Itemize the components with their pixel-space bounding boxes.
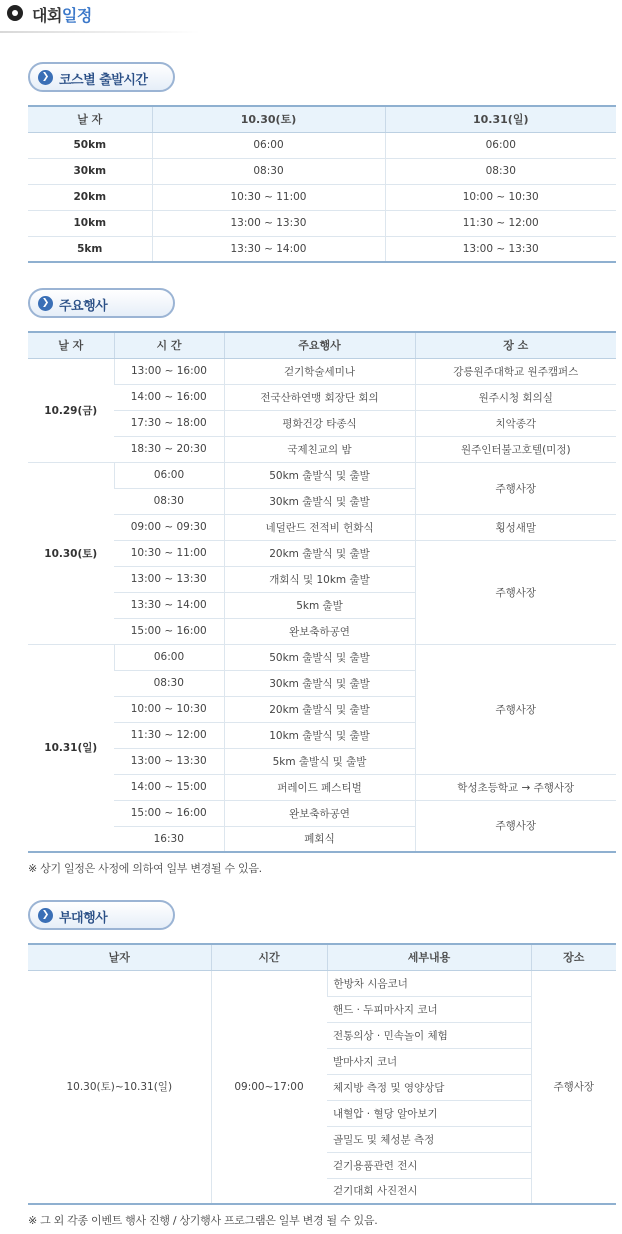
table-cell: 13:00 ~ 13:30 — [152, 210, 385, 236]
time-cell: 17:30 ~ 18:00 — [114, 410, 224, 436]
detail-cell: 내혈압 · 혈당 알아보기 — [327, 1100, 531, 1126]
event-cell: 20km 출발식 및 출발 — [224, 696, 415, 722]
table-cell: 13:30 ~ 14:00 — [152, 236, 385, 262]
place-cell: 주행사장 — [415, 800, 616, 852]
time-cell: 14:00 ~ 15:00 — [114, 774, 224, 800]
table-cell: 10:30 ~ 11:00 — [152, 184, 385, 210]
event-cell: 폐회식 — [224, 826, 415, 852]
time-cell: 08:30 — [114, 488, 224, 514]
detail-cell: 걷기용품관련 전시 — [327, 1152, 531, 1178]
section-badge-main-events: ❯ 주요행사 — [28, 288, 175, 318]
course-start-table — [28, 105, 616, 263]
column-header: 장 소 — [415, 332, 616, 358]
table-row — [28, 158, 616, 184]
event-cell: 걷기학술세미나 — [224, 358, 415, 384]
event-cell: 10km 출발식 및 출발 — [224, 722, 415, 748]
table-cell: 11:30 ~ 12:00 — [385, 210, 616, 236]
time-cell: 08:30 — [114, 670, 224, 696]
table-row — [28, 358, 616, 384]
section-badge-side-events: ❯ 부대행사 — [28, 900, 175, 930]
main-events-note: ※ 상기 일정은 사정에 의하여 일부 변경될 수 있음. — [28, 862, 262, 875]
event-cell: 30km 출발식 및 출발 — [224, 670, 415, 696]
place-cell: 강릉원주대학교 원주캠퍼스 — [415, 358, 616, 384]
table-row — [28, 436, 616, 462]
table-row — [28, 132, 616, 158]
distance-cell: 10km — [28, 210, 152, 236]
place-cell: 주행사장 — [415, 540, 616, 644]
time-cell: 13:00 ~ 13:30 — [114, 566, 224, 592]
date-cell: 10.30(토) — [28, 462, 114, 644]
detail-cell: 핸드 · 두피마사지 코너 — [327, 996, 531, 1022]
main-events-table — [28, 331, 616, 853]
column-header: 날 자 — [28, 106, 152, 132]
side-events-note: ※ 그 외 각종 이벤트 행사 진행 / 상기행사 프로그램은 일부 변경 될 수 있음. — [28, 1214, 378, 1227]
place-cell: 횡성새말 — [415, 514, 616, 540]
chevron-right-icon: ❯ — [38, 908, 53, 923]
time-cell: 06:00 — [114, 644, 224, 670]
place-cell: 학성초등학교 → 주행사장 — [415, 774, 616, 800]
column-header: 날 자 — [28, 332, 114, 358]
time-cell: 13:00 ~ 16:00 — [114, 358, 224, 384]
distance-cell: 20km — [28, 184, 152, 210]
detail-cell: 골밀도 및 체성분 측정 — [327, 1126, 531, 1152]
distance-cell: 50km — [28, 132, 152, 158]
place-cell: 주행사장 — [415, 644, 616, 774]
event-cell: 5km 출발식 및 출발 — [224, 748, 415, 774]
event-cell: 개회식 및 10km 출발 — [224, 566, 415, 592]
column-header: 장소 — [531, 944, 616, 970]
table-cell: 06:00 — [152, 132, 385, 158]
chevron-right-icon: ❯ — [38, 296, 53, 311]
table-row — [28, 384, 616, 410]
event-cell: 20km 출발식 및 출발 — [224, 540, 415, 566]
column-header: 시간 — [211, 944, 327, 970]
table-row — [28, 184, 616, 210]
section-badge-course-start: ❯ 코스별 출발시간 — [28, 62, 175, 92]
table-cell: 13:00 ~ 13:30 — [385, 236, 616, 262]
detail-cell: 전통의상 · 민속놀이 체험 — [327, 1022, 531, 1048]
place-cell: 원주시청 회의실 — [415, 384, 616, 410]
table-row — [28, 210, 616, 236]
header-divider — [0, 31, 200, 33]
time-cell: 15:00 ~ 16:00 — [114, 800, 224, 826]
bullet-icon — [7, 5, 23, 21]
date-cell: 10.30(토)~10.31(일) — [28, 970, 211, 1204]
time-cell: 09:00 ~ 09:30 — [114, 514, 224, 540]
event-cell: 완보축하공연 — [224, 800, 415, 826]
chevron-right-icon: ❯ — [38, 70, 53, 85]
time-cell: 09:00~17:00 — [211, 970, 327, 1204]
time-cell: 14:00 ~ 16:00 — [114, 384, 224, 410]
page-header — [0, 0, 622, 34]
table-row — [28, 644, 616, 670]
event-cell: 국제친교의 밤 — [224, 436, 415, 462]
table-cell: 10:00 ~ 10:30 — [385, 184, 616, 210]
time-cell: 18:30 ~ 20:30 — [114, 436, 224, 462]
event-cell: 50km 출발식 및 출발 — [224, 644, 415, 670]
table-cell: 06:00 — [385, 132, 616, 158]
column-header: 10.31(일) — [385, 106, 616, 132]
detail-cell: 발마사지 코너 — [327, 1048, 531, 1074]
time-cell: 06:00 — [114, 462, 224, 488]
event-cell: 퍼레이드 페스티벌 — [224, 774, 415, 800]
time-cell: 15:00 ~ 16:00 — [114, 618, 224, 644]
column-header: 10.30(토) — [152, 106, 385, 132]
table-cell: 08:30 — [385, 158, 616, 184]
column-header: 세부내용 — [327, 944, 531, 970]
time-cell: 13:00 ~ 13:30 — [114, 748, 224, 774]
event-cell: 네덜란드 전적비 헌화식 — [224, 514, 415, 540]
table-cell: 08:30 — [152, 158, 385, 184]
event-cell: 평화건강 타종식 — [224, 410, 415, 436]
table-row — [28, 970, 616, 996]
table-header-row — [28, 944, 616, 970]
table-row — [28, 774, 616, 800]
distance-cell: 30km — [28, 158, 152, 184]
table-row — [28, 236, 616, 262]
event-cell: 전국산하연맹 회장단 회의 — [224, 384, 415, 410]
place-cell: 주행사장 — [415, 462, 616, 514]
table-row — [28, 462, 616, 488]
detail-cell: 한방차 시음코너 — [327, 970, 531, 996]
date-cell: 10.29(금) — [28, 358, 114, 462]
place-cell: 주행사장 — [531, 970, 616, 1204]
table-header-row — [28, 332, 616, 358]
column-header: 날자 — [28, 944, 211, 970]
time-cell: 10:30 ~ 11:00 — [114, 540, 224, 566]
event-cell: 50km 출발식 및 출발 — [224, 462, 415, 488]
detail-cell: 체지방 측정 및 영양상담 — [327, 1074, 531, 1100]
time-cell: 10:00 ~ 10:30 — [114, 696, 224, 722]
event-cell: 30km 출발식 및 출발 — [224, 488, 415, 514]
table-row — [28, 800, 616, 826]
column-header: 주요행사 — [224, 332, 415, 358]
distance-cell: 5km — [28, 236, 152, 262]
place-cell: 치악종각 — [415, 410, 616, 436]
table-row — [28, 514, 616, 540]
page-title: 대회일정 — [32, 6, 92, 25]
time-cell: 16:30 — [114, 826, 224, 852]
column-header: 시 간 — [114, 332, 224, 358]
event-cell: 완보축하공연 — [224, 618, 415, 644]
table-header-row — [28, 106, 616, 132]
time-cell: 13:30 ~ 14:00 — [114, 592, 224, 618]
table-row — [28, 410, 616, 436]
event-cell: 5km 출발 — [224, 592, 415, 618]
time-cell: 11:30 ~ 12:00 — [114, 722, 224, 748]
table-row — [28, 540, 616, 566]
place-cell: 원주인터불고호텔(미정) — [415, 436, 616, 462]
date-cell: 10.31(일) — [28, 644, 114, 852]
side-events-table — [28, 943, 616, 1205]
detail-cell: 걷기대회 사진전시 — [327, 1178, 531, 1204]
